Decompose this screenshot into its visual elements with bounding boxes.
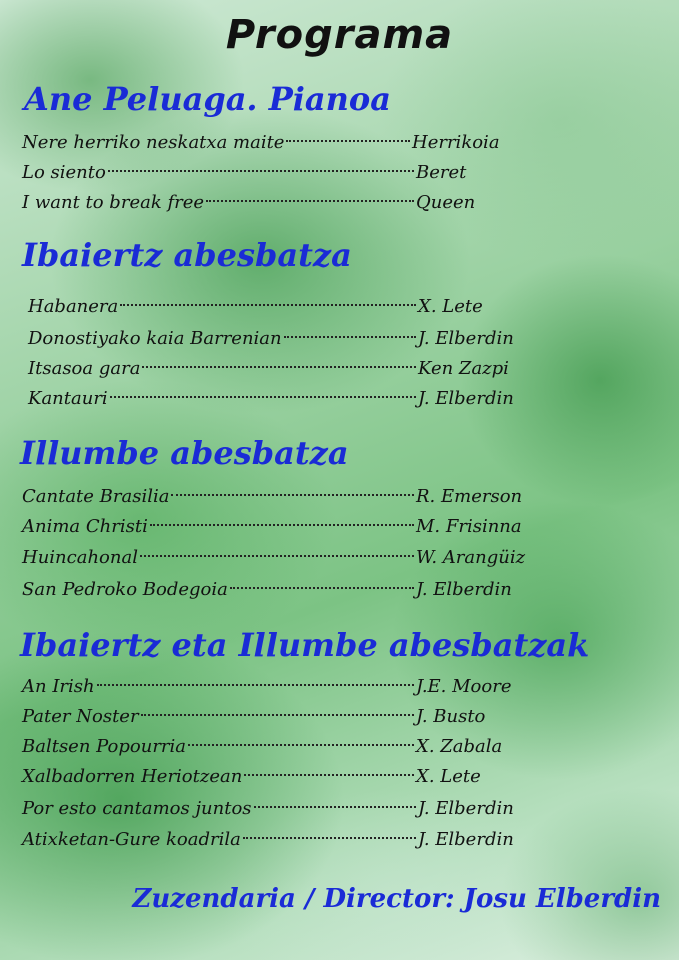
piece-title: Donostiyako kaia Barrenian xyxy=(28,328,282,349)
program-item-composer xyxy=(418,794,514,824)
composer: M. Frisinna xyxy=(416,516,522,537)
program-item xyxy=(28,292,418,322)
program-item xyxy=(22,128,412,158)
program-item-composer xyxy=(416,672,511,702)
piece-title: Atixketan-Gure koadrila xyxy=(22,829,241,850)
program-item xyxy=(28,384,418,414)
dot-leader xyxy=(284,336,416,338)
piece-title: Kantauri xyxy=(28,388,108,409)
piece-title: Por esto cantamos juntos xyxy=(22,798,252,819)
composer: W. Arangüiz xyxy=(416,547,526,568)
program-item-composer xyxy=(416,158,466,188)
piece-title: An Irish xyxy=(22,676,95,697)
program-item-composer xyxy=(416,702,485,732)
dot-leader xyxy=(110,396,416,398)
section-heading-ibaiertz-eta-illumbe: Ibaiertz eta Illumbe abesbatzak xyxy=(20,626,590,664)
program-item xyxy=(22,543,416,573)
program-item xyxy=(22,158,416,188)
director-credit: Zuzendaria / Director: Josu Elberdin xyxy=(132,884,661,914)
program-item xyxy=(22,762,416,792)
program-item-composer xyxy=(418,384,514,414)
dot-leader xyxy=(230,587,414,589)
section-heading-illumbe: Illumbe abesbatza xyxy=(20,434,349,472)
composer: J. Elberdin xyxy=(418,388,514,409)
program-item-composer xyxy=(412,128,500,158)
piece-title: Xalbadorren Heriotzean xyxy=(22,766,243,787)
piece-title: Habanera xyxy=(28,296,119,317)
section-heading-ibaiertz: Ibaiertz abesbatza xyxy=(22,236,352,274)
piece-title: Itsasoa gara xyxy=(28,358,141,379)
program-item-composer xyxy=(418,324,514,354)
program-item-composer xyxy=(416,732,502,762)
program-item xyxy=(22,188,416,218)
piece-title: San Pedroko Bodegoia xyxy=(22,579,228,600)
piece-title: Baltsen Popourria xyxy=(22,736,187,757)
dot-leader xyxy=(150,524,414,526)
piece-title: Huincahonal xyxy=(22,547,138,568)
piece-title: Nere herriko neskatxa maite xyxy=(22,132,285,153)
program-item xyxy=(22,672,416,702)
composer: J. Busto xyxy=(416,706,486,727)
program-item-composer xyxy=(416,482,522,512)
program-item xyxy=(22,512,416,542)
composer: Queen xyxy=(416,192,476,213)
composer: X. Lete xyxy=(418,296,483,317)
program-item xyxy=(28,324,418,354)
program-item-composer xyxy=(418,825,514,855)
program-item xyxy=(28,354,418,384)
piece-title: Anima Christi xyxy=(22,516,148,537)
dot-leader xyxy=(188,744,414,746)
program-item xyxy=(22,732,416,762)
composer: Beret xyxy=(416,162,467,183)
piece-title: Pater Noster xyxy=(22,706,139,727)
dot-leader xyxy=(140,555,414,557)
composer: X. Lete xyxy=(416,766,481,787)
composer: Ken Zazpi xyxy=(418,358,509,379)
piece-title: Lo siento xyxy=(22,162,106,183)
composer: J.E. Moore xyxy=(416,676,512,697)
composer: J. Elberdin xyxy=(418,798,514,819)
dot-leader xyxy=(243,837,416,839)
composer: X. Zabala xyxy=(416,736,503,757)
dot-leader xyxy=(142,366,416,368)
composer: J. Elberdin xyxy=(416,579,512,600)
program-item-composer xyxy=(416,543,525,573)
program-item-composer xyxy=(416,762,481,792)
dot-leader xyxy=(206,200,414,202)
dot-leader xyxy=(171,494,414,496)
program-item-composer xyxy=(418,354,509,384)
program-item-composer xyxy=(416,575,512,605)
composer: R. Emerson xyxy=(416,486,523,507)
dot-leader xyxy=(254,806,416,808)
dot-leader xyxy=(286,140,410,142)
section-heading-ane-peluaga: Ane Peluaga. Pianoa xyxy=(24,80,391,118)
dot-leader xyxy=(97,684,414,686)
dot-leader xyxy=(120,304,416,306)
program-item xyxy=(22,575,416,605)
piece-title: I want to break free xyxy=(22,192,205,213)
composer: J. Elberdin xyxy=(418,328,514,349)
page-title: Programa xyxy=(225,12,454,58)
program-item xyxy=(22,794,418,824)
program-item xyxy=(22,702,416,732)
composer: Herrikoia xyxy=(412,132,500,153)
program-item-composer xyxy=(418,292,483,322)
program-item-composer xyxy=(416,512,522,542)
dot-leader xyxy=(108,170,414,172)
program-item xyxy=(22,482,416,512)
dot-leader xyxy=(141,714,414,716)
composer: J. Elberdin xyxy=(418,829,514,850)
piece-title: Cantate Brasilia xyxy=(22,486,170,507)
program-item xyxy=(22,825,418,855)
dot-leader xyxy=(244,774,414,776)
program-item-composer xyxy=(416,188,475,218)
